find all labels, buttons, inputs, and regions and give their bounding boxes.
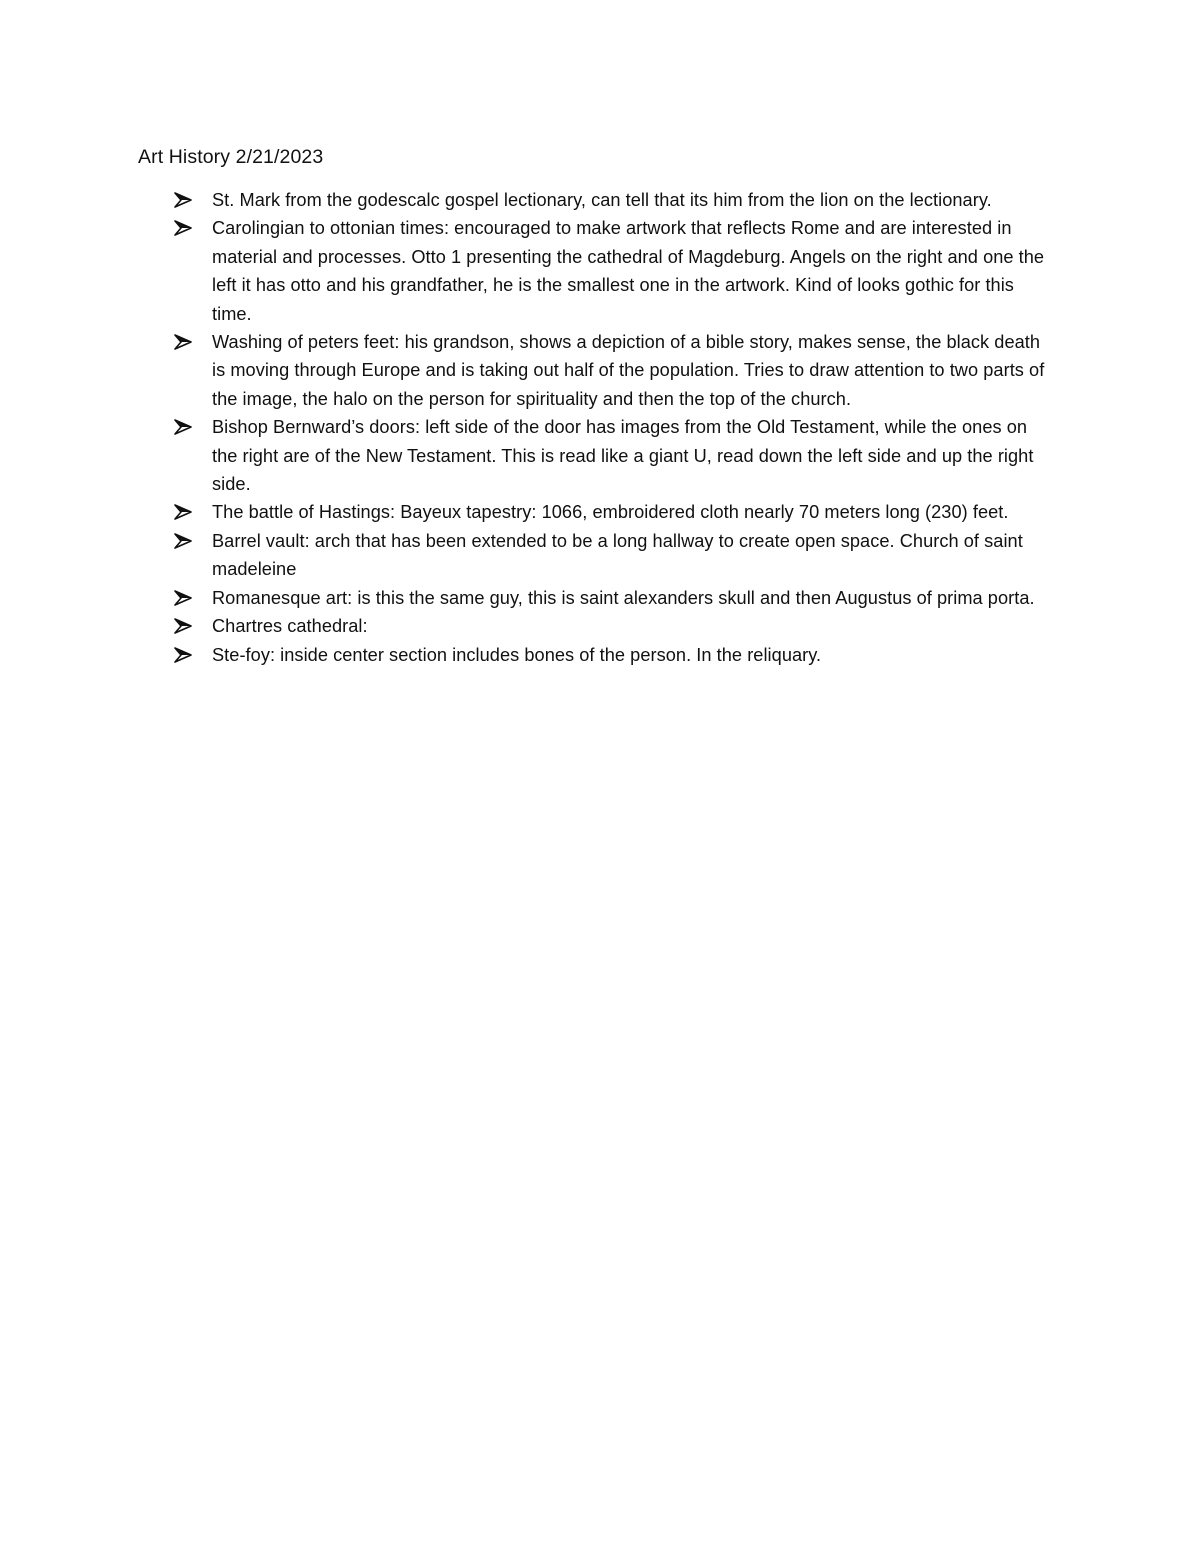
list-item [174, 328, 1054, 413]
arrowhead-bullet-icon [174, 214, 196, 242]
list-item [174, 612, 1054, 640]
note-text: Ste-foy: inside center section includes bones of the person. In the reliquary. [212, 644, 822, 665]
notes-list [174, 186, 1054, 669]
list-item [174, 413, 1054, 498]
arrowhead-bullet-icon [174, 641, 196, 669]
document-title: Art History 2/21/2023 [138, 146, 324, 168]
list-item [174, 527, 1054, 584]
note-text: Washing of peters feet: his grandson, shows a depiction of a bible story, makes sense, the black death is moving through Europe and is taking out half of the population. Tries to draw attention to two parts of the image, the halo on the person for spirituality and then the top of the church. [212, 332, 1045, 409]
note-text: Carolingian to ottonian times: encouraged to make artwork that reflects Rome and are interested in material and processes. Otto 1 presenting the cathedral of Magdeburg. Angels on the right and one the left it has otto and his grandfather, he is the smallest one in the artwork. Kind of looks gothic for this time. [212, 218, 1045, 324]
note-text: Bishop Bernward’s doors: left side of the door has images from the Old Testament, while the ones on the right are of the New Testament. This is read like a giant U, read down the left side and up the right side. [212, 417, 1034, 495]
arrowhead-bullet-icon [174, 498, 196, 526]
arrowhead-bullet-icon [174, 527, 196, 555]
list-item [174, 584, 1054, 612]
arrowhead-bullet-icon [174, 186, 196, 214]
note-text: The battle of Hastings: Bayeux tapestry: 1066, embroidered cloth nearly 70 meters long (230) feet. [212, 502, 1009, 523]
note-text: Chartres cathedral: [212, 616, 368, 637]
list-item [174, 641, 1054, 669]
arrowhead-bullet-icon [174, 612, 196, 640]
note-text: Romanesque art: is this the same guy, this is saint alexanders skull and then Augustus of prima porta. [212, 587, 1035, 608]
arrowhead-bullet-icon [174, 584, 196, 612]
list-item [174, 186, 1054, 214]
list-item [174, 498, 1054, 526]
note-text: Barrel vault: arch that has been extended to be a long hallway to create open space. Church of saint madeleine [212, 530, 1023, 580]
arrowhead-bullet-icon [174, 328, 196, 356]
list-item [174, 214, 1054, 328]
arrowhead-bullet-icon [174, 413, 196, 441]
note-text: St. Mark from the godescalc gospel lectionary, can tell that its him from the lion on the lectionary. [212, 190, 992, 210]
